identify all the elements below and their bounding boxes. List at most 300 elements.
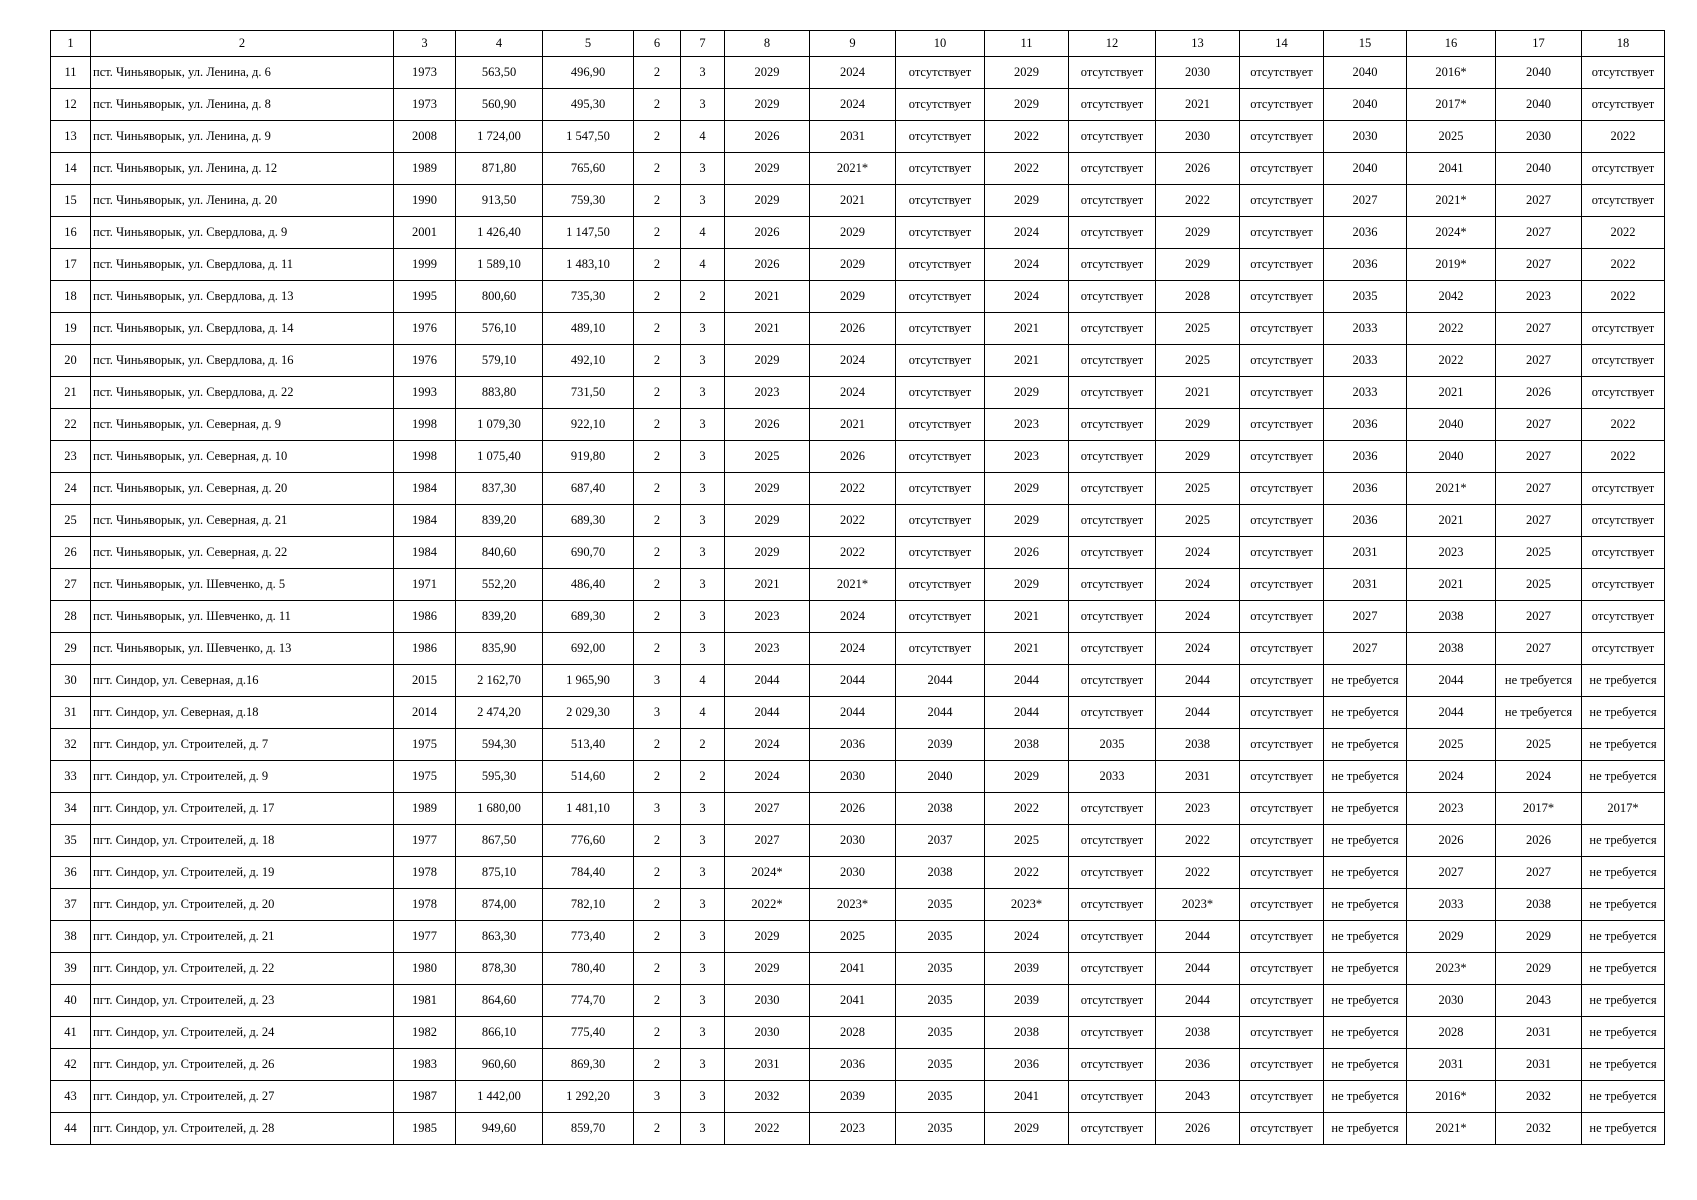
table-cell: отсутствует	[896, 345, 985, 377]
address-cell: пгт. Синдор, ул. Строителей, д. 27	[91, 1081, 394, 1113]
table-cell: 1 724,00	[456, 121, 543, 153]
table-cell: 2028	[810, 1017, 896, 1049]
table-cell: 2023	[1407, 793, 1496, 825]
address-cell: пгт. Синдор, ул. Строителей, д. 22	[91, 953, 394, 985]
table-cell: 2029	[985, 473, 1069, 505]
table-row	[51, 953, 1665, 985]
table-cell: 2031	[1407, 1049, 1496, 1081]
table-cell: 2	[681, 281, 725, 313]
table-cell: 2015	[394, 665, 456, 697]
table-cell: 2026	[810, 793, 896, 825]
table-cell: не требуется	[1324, 665, 1407, 697]
table-cell: 3	[681, 313, 725, 345]
table-cell: отсутствует	[896, 377, 985, 409]
table-cell: 1 426,40	[456, 217, 543, 249]
table-cell: не требуется	[1324, 697, 1407, 729]
table-cell: отсутствует	[1069, 601, 1156, 633]
table-cell: отсутствует	[1069, 377, 1156, 409]
address-cell: пст. Чиньяворык, ул. Свердлова, д. 22	[91, 377, 394, 409]
table-cell: 2	[634, 889, 681, 921]
table-cell: 2022	[1156, 825, 1240, 857]
table-cell: 2038	[1156, 1017, 1240, 1049]
table-cell: 2044	[985, 665, 1069, 697]
table-cell: 3	[634, 665, 681, 697]
table-cell: 2	[634, 185, 681, 217]
table-cell: отсутствует	[1240, 953, 1324, 985]
table-row	[51, 569, 1665, 601]
table-cell: 2029	[725, 153, 810, 185]
table-cell: 2026	[725, 409, 810, 441]
table-cell: 2024	[985, 921, 1069, 953]
table-cell: 690,70	[543, 537, 634, 569]
table-cell: не требуется	[1324, 1017, 1407, 1049]
table-cell: не требуется	[1582, 697, 1665, 729]
table-cell: 2029	[810, 249, 896, 281]
row-number-cell: 33	[51, 761, 91, 793]
table-cell: 2030	[1496, 121, 1582, 153]
table-cell: 2027	[1496, 633, 1582, 665]
table-cell: 919,80	[543, 441, 634, 473]
table-cell: 2	[634, 857, 681, 889]
table-cell: 2021*	[810, 569, 896, 601]
table-cell: 2	[634, 985, 681, 1017]
table-cell: 1 481,10	[543, 793, 634, 825]
table-cell: 2044	[1156, 953, 1240, 985]
table-cell: отсутствует	[1069, 473, 1156, 505]
table-cell: не требуется	[1324, 1049, 1407, 1081]
table-cell: 2038	[1496, 889, 1582, 921]
table-cell: 1998	[394, 409, 456, 441]
table-cell: не требуется	[1324, 953, 1407, 985]
table-cell: 2038	[896, 793, 985, 825]
table-cell: 3	[681, 537, 725, 569]
table-cell: 1983	[394, 1049, 456, 1081]
table-cell: 2021	[1407, 569, 1496, 601]
address-cell: пгт. Синдор, ул. Строителей, д. 28	[91, 1113, 394, 1145]
table-cell: 1 589,10	[456, 249, 543, 281]
table-cell: 3	[634, 793, 681, 825]
table-cell: 2033	[1069, 761, 1156, 793]
table-cell: 579,10	[456, 345, 543, 377]
table-cell: отсутствует	[896, 153, 985, 185]
table-cell: 2022	[1582, 121, 1665, 153]
table-cell: 2033	[1324, 345, 1407, 377]
table-cell: 2	[634, 921, 681, 953]
table-cell: 2023	[1407, 537, 1496, 569]
table-cell: отсутствует	[896, 505, 985, 537]
row-number-cell: 39	[51, 953, 91, 985]
table-cell: 2029	[1496, 953, 1582, 985]
table-cell: 486,40	[543, 569, 634, 601]
address-cell: пгт. Синдор, ул. Строителей, д. 26	[91, 1049, 394, 1081]
row-number-cell: 28	[51, 601, 91, 633]
row-number-cell: 14	[51, 153, 91, 185]
table-cell: 2030	[725, 985, 810, 1017]
row-number-cell: 31	[51, 697, 91, 729]
table-cell: 2023	[1496, 281, 1582, 313]
table-cell: не требуется	[1324, 729, 1407, 761]
table-cell: 2044	[1156, 697, 1240, 729]
table-cell: отсутствует	[1240, 537, 1324, 569]
table-cell: 2035	[896, 1113, 985, 1145]
table-cell: отсутствует	[1240, 57, 1324, 89]
table-cell: отсутствует	[1240, 345, 1324, 377]
table-row	[51, 761, 1665, 793]
table-cell: 773,40	[543, 921, 634, 953]
table-cell: 560,90	[456, 89, 543, 121]
table-cell: 2029	[1156, 441, 1240, 473]
table-cell: не требуется	[1582, 665, 1665, 697]
table-cell: 2025	[985, 825, 1069, 857]
table-cell: отсутствует	[1582, 57, 1665, 89]
table-cell: 2030	[810, 857, 896, 889]
table-cell: 552,20	[456, 569, 543, 601]
table-cell: 3	[681, 1113, 725, 1145]
table-cell: 2043	[1156, 1081, 1240, 1113]
table-cell: 2017*	[1582, 793, 1665, 825]
table-row	[51, 1017, 1665, 1049]
table-cell: 2021	[810, 409, 896, 441]
table-cell: не требуется	[1324, 1081, 1407, 1113]
table-cell: 2022	[810, 537, 896, 569]
table-cell: отсутствует	[1582, 185, 1665, 217]
row-number-cell: 22	[51, 409, 91, 441]
table-cell: 2	[681, 729, 725, 761]
table-cell: 874,00	[456, 889, 543, 921]
table-cell: 784,40	[543, 857, 634, 889]
table-cell: 2025	[1496, 729, 1582, 761]
table-cell: 563,50	[456, 57, 543, 89]
column-header: 12	[1069, 31, 1156, 57]
table-cell: не требуется	[1582, 857, 1665, 889]
table-cell: отсутствует	[1069, 633, 1156, 665]
table-cell: 2017*	[1496, 793, 1582, 825]
address-cell: пгт. Синдор, ул. Северная, д.16	[91, 665, 394, 697]
table-cell: 759,30	[543, 185, 634, 217]
table-cell: 1 292,20	[543, 1081, 634, 1113]
table-cell: 3	[681, 1049, 725, 1081]
table-cell: 2029	[1496, 921, 1582, 953]
table-cell: 2035	[896, 1081, 985, 1113]
table-cell: 2040	[1407, 409, 1496, 441]
table-cell: 3	[681, 793, 725, 825]
table-cell: отсутствует	[1240, 697, 1324, 729]
table-cell: 2	[634, 601, 681, 633]
table-cell: 2	[634, 825, 681, 857]
table-cell: 1984	[394, 537, 456, 569]
table-cell: 2044	[1407, 697, 1496, 729]
column-header: 2	[91, 31, 394, 57]
table-cell: 3	[681, 153, 725, 185]
table-cell: 2035	[896, 1017, 985, 1049]
table-cell: отсутствует	[1069, 1017, 1156, 1049]
table-cell: 2029	[725, 185, 810, 217]
table-cell: 4	[681, 665, 725, 697]
table-cell: 776,60	[543, 825, 634, 857]
table-cell: 2022	[1582, 409, 1665, 441]
table-cell: отсутствует	[896, 281, 985, 313]
table-cell: 2038	[1156, 729, 1240, 761]
table-row	[51, 601, 1665, 633]
table-cell: 2025	[1156, 313, 1240, 345]
table-cell: 496,90	[543, 57, 634, 89]
table-cell: 2032	[725, 1081, 810, 1113]
table-cell: 1 075,40	[456, 441, 543, 473]
table-cell: 2044	[896, 665, 985, 697]
table-cell: 2021*	[1407, 473, 1496, 505]
table-cell: 731,50	[543, 377, 634, 409]
table-cell: 3	[681, 633, 725, 665]
table-cell: 2026	[725, 121, 810, 153]
table-cell: 513,40	[543, 729, 634, 761]
table-cell: 2026	[1496, 377, 1582, 409]
table-cell: 2038	[1407, 633, 1496, 665]
table-cell: отсутствует	[1240, 761, 1324, 793]
table-cell: отсутствует	[1069, 1113, 1156, 1145]
address-cell: пгт. Синдор, ул. Строителей, д. 20	[91, 889, 394, 921]
table-cell: отсутствует	[1582, 345, 1665, 377]
table-cell: 2030	[1324, 121, 1407, 153]
table-cell: 2027	[1496, 473, 1582, 505]
table-cell: 1980	[394, 953, 456, 985]
table-cell: отсутствует	[1240, 377, 1324, 409]
table-cell: 2029	[985, 569, 1069, 601]
table-cell: 2021*	[1407, 1113, 1496, 1145]
table-cell: 2044	[1156, 921, 1240, 953]
table-row	[51, 857, 1665, 889]
table-cell: 2024	[810, 345, 896, 377]
table-cell: отсутствует	[1240, 793, 1324, 825]
table-row	[51, 825, 1665, 857]
table-cell: 863,30	[456, 921, 543, 953]
table-cell: 2022	[1407, 345, 1496, 377]
table-cell: 2030	[1156, 121, 1240, 153]
table-cell: 1975	[394, 729, 456, 761]
table-cell: 2040	[896, 761, 985, 793]
table-cell: 4	[681, 121, 725, 153]
table-cell: отсутствует	[1069, 217, 1156, 249]
table-cell: 2038	[896, 857, 985, 889]
table-cell: 2022	[985, 153, 1069, 185]
table-cell: 1987	[394, 1081, 456, 1113]
table-cell: 2024	[725, 729, 810, 761]
table-cell: 2025	[1156, 505, 1240, 537]
table-cell: 2	[634, 153, 681, 185]
table-cell: 2032	[1496, 1113, 1582, 1145]
address-cell: пст. Чиньяворык, ул. Северная, д. 22	[91, 537, 394, 569]
table-cell: 2028	[1407, 1017, 1496, 1049]
table-cell: 3	[634, 1081, 681, 1113]
table-cell: 2040	[1496, 153, 1582, 185]
table-cell: 2	[634, 57, 681, 89]
table-cell: 1971	[394, 569, 456, 601]
column-header: 7	[681, 31, 725, 57]
table-cell: 2029	[985, 505, 1069, 537]
address-cell: пст. Чиньяворык, ул. Свердлова, д. 11	[91, 249, 394, 281]
table-cell: 2025	[1407, 121, 1496, 153]
table-row	[51, 121, 1665, 153]
row-number-cell: 16	[51, 217, 91, 249]
table-cell: 1989	[394, 793, 456, 825]
table-cell: 2039	[810, 1081, 896, 1113]
table-cell: 689,30	[543, 505, 634, 537]
table-cell: отсутствует	[1240, 249, 1324, 281]
table-cell: отсутствует	[896, 121, 985, 153]
column-header: 18	[1582, 31, 1665, 57]
table-cell: 2022	[985, 121, 1069, 153]
table-cell: 2024	[1407, 761, 1496, 793]
row-number-cell: 43	[51, 1081, 91, 1113]
table-cell: 2022	[810, 473, 896, 505]
table-cell: 2024	[1156, 569, 1240, 601]
table-cell: не требуется	[1582, 825, 1665, 857]
table-cell: 2022	[1407, 313, 1496, 345]
table-cell: 2027	[1324, 633, 1407, 665]
table-cell: 2037	[896, 825, 985, 857]
table-cell: 2030	[1407, 985, 1496, 1017]
table-cell: 3	[681, 857, 725, 889]
row-number-cell: 12	[51, 89, 91, 121]
table-cell: не требуется	[1582, 1113, 1665, 1145]
table-cell: 1977	[394, 825, 456, 857]
table-cell: отсутствует	[1240, 441, 1324, 473]
table-cell: 2036	[810, 1049, 896, 1081]
row-number-cell: 32	[51, 729, 91, 761]
table-cell: отсутствует	[1582, 505, 1665, 537]
table-cell: отсутствует	[896, 569, 985, 601]
table-cell: 1 079,30	[456, 409, 543, 441]
table-cell: 2	[634, 249, 681, 281]
table-cell: отсутствует	[896, 185, 985, 217]
table-cell: 2044	[725, 665, 810, 697]
table-cell: 2022	[1582, 249, 1665, 281]
table-cell: отсутствует	[1240, 121, 1324, 153]
table-cell: отсутствует	[896, 473, 985, 505]
table-cell: 2024	[810, 377, 896, 409]
table-cell: 3	[681, 825, 725, 857]
table-cell: 774,70	[543, 985, 634, 1017]
table-cell: 2038	[985, 729, 1069, 761]
table-cell: 2022	[725, 1113, 810, 1145]
table-cell: 2024	[985, 217, 1069, 249]
table-cell: отсутствует	[1240, 633, 1324, 665]
table-cell: 2	[634, 441, 681, 473]
column-header: 4	[456, 31, 543, 57]
column-header: 15	[1324, 31, 1407, 57]
table-cell: 3	[681, 569, 725, 601]
column-header: 9	[810, 31, 896, 57]
table-cell: 2040	[1324, 153, 1407, 185]
table-cell: отсутствует	[1069, 697, 1156, 729]
table-cell: 3	[681, 985, 725, 1017]
table-cell: 2023	[985, 441, 1069, 473]
row-number-cell: 20	[51, 345, 91, 377]
table-cell: 2029	[725, 505, 810, 537]
table-cell: 3	[681, 1081, 725, 1113]
table-cell: отсутствует	[1069, 1049, 1156, 1081]
table-cell: отсутствует	[1582, 377, 1665, 409]
table-cell: 2008	[394, 121, 456, 153]
address-cell: пст. Чиньяворык, ул. Северная, д. 9	[91, 409, 394, 441]
address-cell: пст. Чиньяворык, ул. Северная, д. 20	[91, 473, 394, 505]
table-cell: 2021	[1407, 505, 1496, 537]
table-cell: 1 680,00	[456, 793, 543, 825]
table-cell: не требуется	[1582, 1081, 1665, 1113]
table-cell: отсутствует	[1240, 153, 1324, 185]
table-cell: 2023	[985, 409, 1069, 441]
address-cell: пст. Чиньяворык, ул. Шевченко, д. 13	[91, 633, 394, 665]
table-cell: 2021	[985, 633, 1069, 665]
table-cell: не требуется	[1582, 1049, 1665, 1081]
address-cell: пгт. Синдор, ул. Строителей, д. 23	[91, 985, 394, 1017]
table-cell: 2030	[810, 825, 896, 857]
table-cell: 949,60	[456, 1113, 543, 1145]
table-cell: 2033	[1407, 889, 1496, 921]
table-cell: отсутствует	[1069, 185, 1156, 217]
table-cell: 2031	[1324, 537, 1407, 569]
table-cell: отсутствует	[1582, 569, 1665, 601]
table-cell: 864,60	[456, 985, 543, 1017]
table-cell: 2025	[1156, 473, 1240, 505]
table-cell: 2029	[1407, 921, 1496, 953]
table-cell: 2036	[1324, 409, 1407, 441]
row-number-cell: 44	[51, 1113, 91, 1145]
row-number-cell: 35	[51, 825, 91, 857]
table-cell: 3	[681, 473, 725, 505]
table-cell: 2026	[1156, 153, 1240, 185]
table-cell: отсутствует	[1069, 953, 1156, 985]
table-cell: 2026	[810, 313, 896, 345]
table-cell: 2021*	[810, 153, 896, 185]
table-cell: 2041	[810, 985, 896, 1017]
table-cell: 2025	[725, 441, 810, 473]
column-header: 10	[896, 31, 985, 57]
table-cell: 2024	[1496, 761, 1582, 793]
table-cell: 2028	[1156, 281, 1240, 313]
table-cell: 1 965,90	[543, 665, 634, 697]
table-cell: 922,10	[543, 409, 634, 441]
table-cell: 735,30	[543, 281, 634, 313]
table-cell: 2029	[1156, 409, 1240, 441]
table-cell: 2021	[1407, 377, 1496, 409]
table-cell: 2038	[985, 1017, 1069, 1049]
table-cell: 2	[634, 1113, 681, 1145]
table-cell: 692,00	[543, 633, 634, 665]
table-body	[51, 57, 1665, 1145]
table-cell: 3	[681, 409, 725, 441]
table-cell: 2030	[725, 1017, 810, 1049]
table-cell: 2031	[725, 1049, 810, 1081]
table-cell: 2021	[1156, 377, 1240, 409]
table-cell: отсутствует	[1069, 857, 1156, 889]
table-cell: 1984	[394, 505, 456, 537]
table-cell: 839,20	[456, 601, 543, 633]
table-cell: 595,30	[456, 761, 543, 793]
table-cell: 2024	[1156, 601, 1240, 633]
table-cell: 2031	[1496, 1017, 1582, 1049]
table-cell: отсутствует	[896, 313, 985, 345]
row-number-cell: 23	[51, 441, 91, 473]
table-cell: не требуется	[1582, 1017, 1665, 1049]
table-cell: 2027	[725, 793, 810, 825]
table-cell: 1993	[394, 377, 456, 409]
table-cell: 2029	[1156, 217, 1240, 249]
table-cell: 835,90	[456, 633, 543, 665]
table-row	[51, 729, 1665, 761]
table-cell: 3	[634, 697, 681, 729]
table-cell: 2021*	[1407, 185, 1496, 217]
table-cell: 3	[681, 185, 725, 217]
